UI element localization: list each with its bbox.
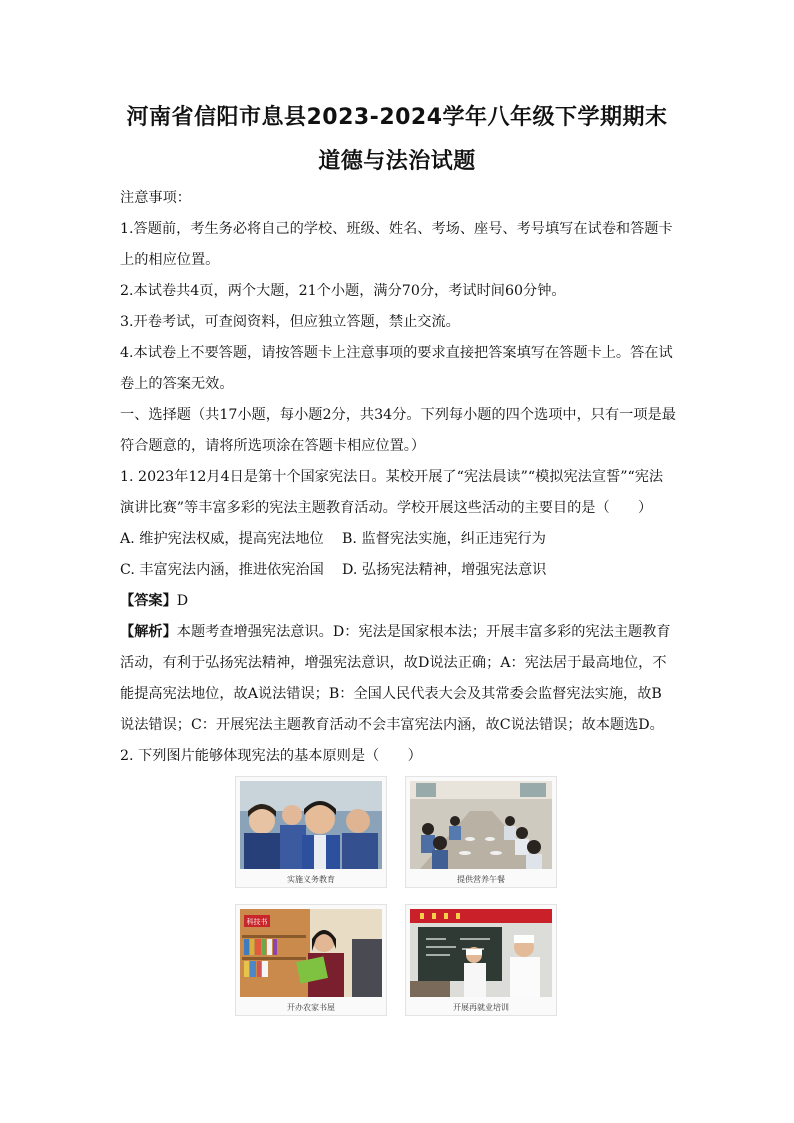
notice-heading: 注意事项： (120, 190, 191, 206)
section-intro: 一、选择题（共17小题，每小题2分，共34分。下列每小题的四个选项中，只有一项是最符合题意的，请将所选项涂在答题卡相应位置。） (120, 407, 676, 454)
photo-nutritious-lunch (406, 777, 556, 887)
caption-4: 开展再就业培训 (453, 1003, 509, 1012)
question-2-stem: 2. 下列图片能够体现宪法的基本原则是（ ） (120, 748, 422, 764)
option-c: C. 丰富宪法内涵，推进依宪治国 (120, 562, 324, 578)
exam-title: 河南省信阳市息县2023-2024学年八年级下学期期末 (126, 105, 668, 130)
question-1-stem: 1. 2023年12月4日是第十个国家宪法日。某校开展了“宪法晨读”“模拟宪法宣誓”“宪法演讲比赛”等丰富多彩的宪法主题教育活动。学校开展这些活动的主要目的是（ ） (120, 469, 664, 516)
answer-value: D (176, 593, 189, 609)
question-1-options-row-2 (120, 555, 676, 586)
analysis-paragraph (120, 617, 676, 741)
notice-item-3: 3.开卷考试，可查阅资料，但应独立答题，禁止交流。 (120, 314, 460, 330)
notice-item-1: 1.答题前，考生务必将自己的学校、班级、姓名、考场、座号、考号填写在试卷和答题卡上的相应位置。 (120, 221, 673, 268)
analysis-label: 【解析】 (120, 624, 177, 640)
library-photo (240, 909, 382, 997)
option-b: B. 监督宪法实施，纠正违宪行为 (342, 531, 546, 547)
option-d: D. 弘扬宪法精神，增强宪法意识 (342, 562, 547, 578)
notice-item-4: 4.本试卷上不要答题，请按答题卡上注意事项的要求直接把答案填写在答题卡上。答在试卷上的答案无效。 (120, 345, 673, 392)
students-photo (240, 781, 382, 869)
photo-reemployment-training (406, 905, 556, 1015)
caption-2: 提供营养午餐 (457, 875, 505, 884)
caption-1: 实施义务教育 (287, 875, 335, 884)
caption-3: 开办农家书屋 (287, 1003, 335, 1012)
option-a: A. 维护宪法权威，提高宪法地位 (120, 531, 324, 547)
training-photo (410, 909, 552, 997)
library-sign: 科技书 (246, 918, 268, 926)
analysis-text: 本题考查增强宪法意识。D：宪法是国家根本法；开展丰富多彩的宪法主题教育活动，有利于弘扬宪法精神，增强宪法意识，故D说法正确；A：宪法居于最高地位，不能提高宪法地位，故A说法错误；B：全国人民代表大会及其常委会监督宪法实施，故B说法错误；C：开展宪法主题教育活动不会丰富宪法内涵，故C说法错误；故本题选D。 (120, 624, 671, 733)
notice-item-2: 2.本试卷共4页，两个大题，21个小题，满分70分，考试时间60分钟。 (120, 283, 566, 299)
exam-body (120, 183, 676, 772)
answer-line (120, 586, 676, 617)
photo-compulsory-education (236, 777, 386, 887)
answer-label: 【答案】 (120, 593, 177, 609)
question-1-options-row-1 (120, 524, 676, 555)
exam-subject-title: 道德与法治试题 (318, 149, 476, 174)
lunch-photo (410, 781, 552, 869)
photo-rural-library (236, 905, 386, 1015)
question-2-figure (236, 777, 558, 1017)
